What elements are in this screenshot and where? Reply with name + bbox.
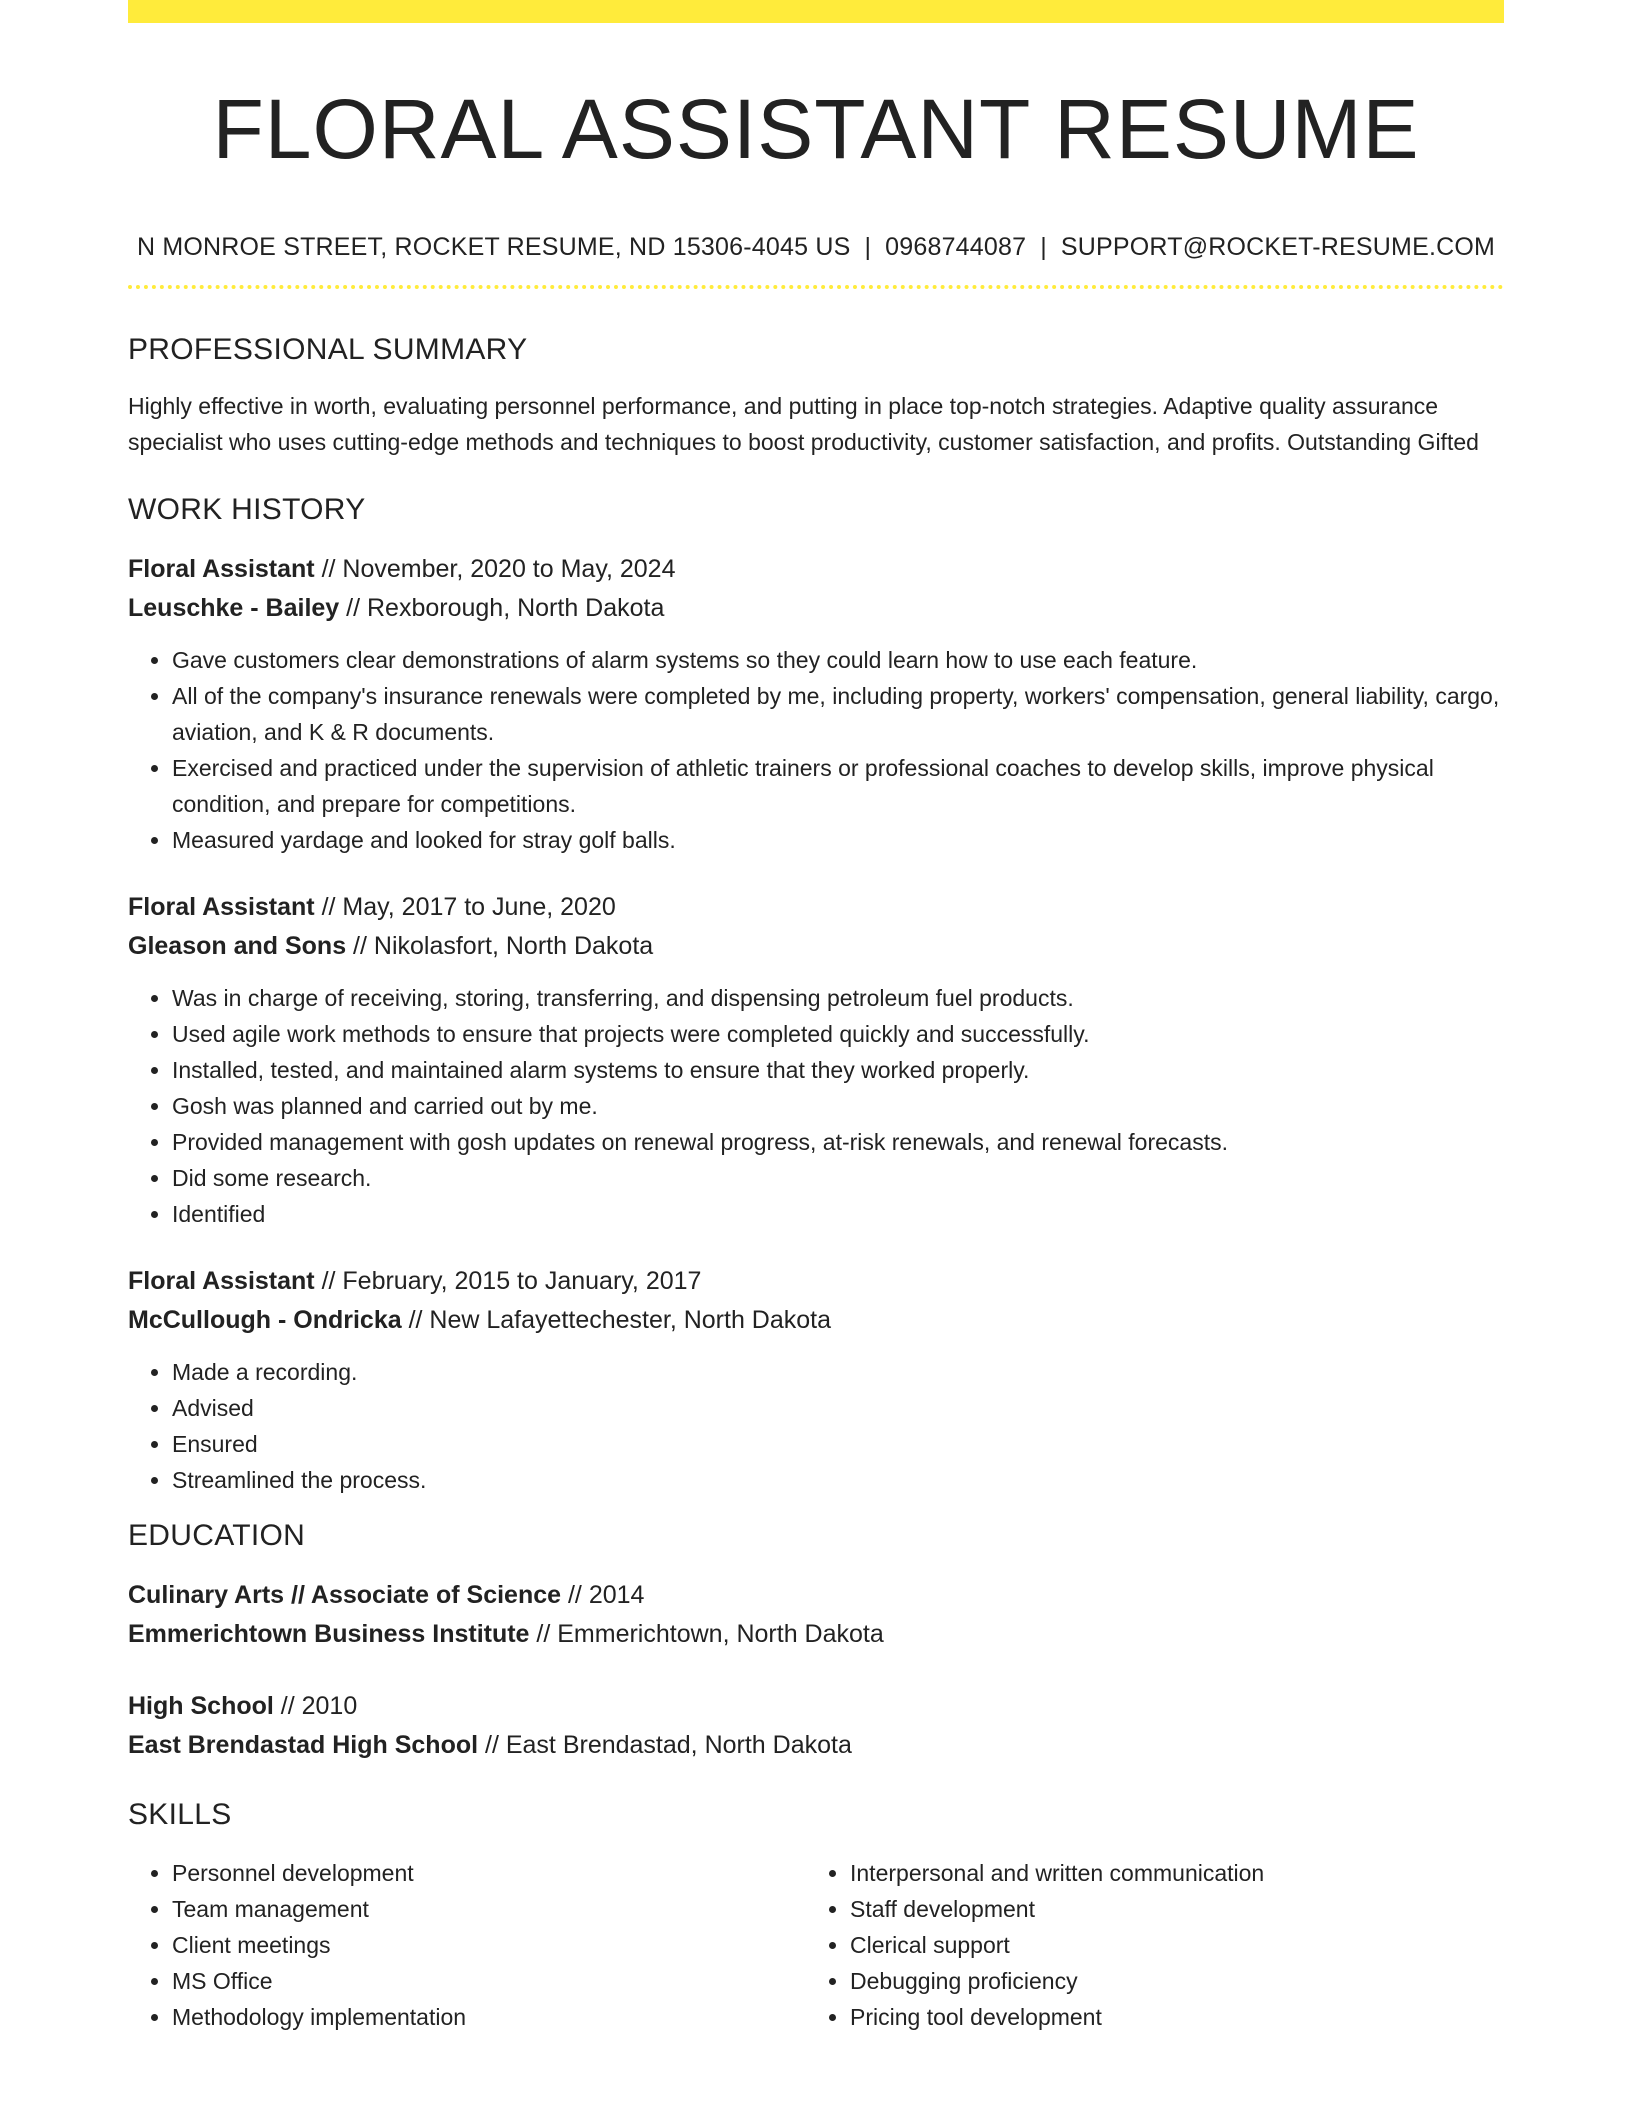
list-item: • Used agile work methods to ensure that projects were completed quickly and successfully. [172, 1016, 1504, 1052]
resume-content [128, 0, 1504, 2035]
list-item: • All of the company's insurance renewals were completed by me, including property, workers' compensation, general liability, cargo, aviation, and K & R documents. [172, 678, 1504, 750]
job-company-line [128, 589, 1504, 628]
list-item: • Identified [172, 1196, 1504, 1232]
job-company: Leuschke - Bailey [128, 594, 340, 622]
education-school-line [128, 1726, 1504, 1765]
list-item: • Interpersonal and written communication [850, 1855, 1484, 1891]
list-item: • Did some research. [172, 1160, 1504, 1196]
job-entry [128, 1262, 1504, 1498]
skills-column-left [128, 1855, 806, 2035]
list-item: • Gave customers clear demonstrations of alarm systems so they could learn how to use each feature. [172, 642, 1504, 678]
job-position: Floral Assistant [128, 1267, 315, 1295]
education-location: // East Brendastad, North Dakota [478, 1731, 852, 1759]
list-item: • Personnel development [172, 1855, 806, 1891]
education-degree-line [128, 1576, 1504, 1615]
education-year: // 2010 [273, 1692, 358, 1720]
contact-line [128, 231, 1504, 263]
job-dates: // November, 2020 to May, 2024 [314, 555, 676, 583]
education-school: East Brendastad High School [128, 1731, 479, 1759]
list-item: • Streamlined the process. [172, 1462, 1504, 1498]
resume-title: FLORAL ASSISTANT RESUME [212, 82, 1420, 176]
job-location: // New Lafayettechester, North Dakota [401, 1306, 832, 1334]
contact-separator: | [1040, 233, 1047, 261]
skills-columns [128, 1855, 1504, 2035]
job-dates: // May, 2017 to June, 2020 [314, 893, 616, 921]
list-item: • Methodology implementation [172, 1999, 806, 2035]
job-dates: // February, 2015 to January, 2017 [314, 1267, 702, 1295]
job-company: Gleason and Sons [128, 932, 347, 960]
list-item: • Was in charge of receiving, storing, transferring, and dispensing petroleum fuel products. [172, 980, 1504, 1016]
education-year: // 2014 [561, 1581, 645, 1609]
skills-list [128, 1855, 806, 2035]
contact-phone: 0968744087 [885, 233, 1027, 261]
job-title-line [128, 1262, 1504, 1301]
education-school: Emmerichtown Business Institute [128, 1620, 530, 1648]
job-bullet-list [128, 980, 1504, 1232]
skills-heading: SKILLS [128, 1798, 232, 1831]
list-item: • MS Office [172, 1963, 806, 1999]
list-item: • Gosh was planned and carried out by me. [172, 1088, 1504, 1124]
list-item: • Measured yardage and looked for stray golf balls. [172, 822, 1504, 858]
dotted-divider [128, 285, 1504, 289]
education-degree: High School [128, 1692, 274, 1720]
list-item: • Provided management with gosh updates on renewal progress, at-risk renewals, and renewal forecasts. [172, 1124, 1504, 1160]
job-entry [128, 550, 1504, 858]
list-item: • Pricing tool development [850, 1999, 1484, 2035]
job-position: Floral Assistant [128, 555, 315, 583]
list-item: • Clerical support [850, 1927, 1484, 1963]
education-degree: Culinary Arts // Associate of Science [128, 1581, 562, 1609]
education-entry [128, 1576, 1504, 1654]
education-location: // Emmerichtown, North Dakota [529, 1620, 884, 1648]
list-item: • Debugging proficiency [850, 1963, 1484, 1999]
job-location: // Nikolasfort, North Dakota [346, 932, 654, 960]
job-location: // Rexborough, North Dakota [339, 594, 665, 622]
skills-list [806, 1855, 1484, 2035]
job-position: Floral Assistant [128, 893, 315, 921]
job-title-line [128, 888, 1504, 927]
education-heading: EDUCATION [128, 1519, 306, 1552]
list-item: • Advised [172, 1390, 1504, 1426]
list-item: • Exercised and practiced under the supervision of athletic trainers or professional coaches to develop skills, improve physical condition, and prepare for competitions. [172, 750, 1504, 822]
list-item: • Ensured [172, 1426, 1504, 1462]
list-item: • Made a recording. [172, 1354, 1504, 1390]
job-company-line [128, 927, 1504, 966]
work-history-heading: WORK HISTORY [128, 493, 366, 526]
summary-text: Highly effective in worth, evaluating personnel performance, and putting in place top-notch strategies. Adaptive quality assurance specialist who uses cutting-edge methods and techniques to boost productivity, customer satisfaction, and profits. Outstanding Gifted [128, 393, 1479, 455]
contact-address: N MONROE STREET, ROCKET RESUME, ND 15306-4045 US [136, 233, 851, 261]
education-entry [128, 1687, 1504, 1765]
skills-column-right [806, 1855, 1484, 2035]
job-bullet-list [128, 642, 1504, 858]
list-item: • Installed, tested, and maintained alarm systems to ensure that they worked properly. [172, 1052, 1504, 1088]
education-school-line [128, 1615, 1504, 1654]
job-bullet-list [128, 1354, 1504, 1498]
job-title-line [128, 550, 1504, 589]
job-company: McCullough - Ondricka [128, 1306, 402, 1334]
list-item: • Client meetings [172, 1927, 806, 1963]
job-company-line [128, 1301, 1504, 1340]
list-item: • Staff development [850, 1891, 1484, 1927]
contact-email: SUPPORT@ROCKET-RESUME.COM [1060, 233, 1496, 261]
list-item: • Team management [172, 1891, 806, 1927]
job-entry [128, 888, 1504, 1232]
education-degree-line [128, 1687, 1504, 1726]
contact-separator: | [864, 233, 872, 261]
summary-heading: PROFESSIONAL SUMMARY [128, 333, 528, 366]
